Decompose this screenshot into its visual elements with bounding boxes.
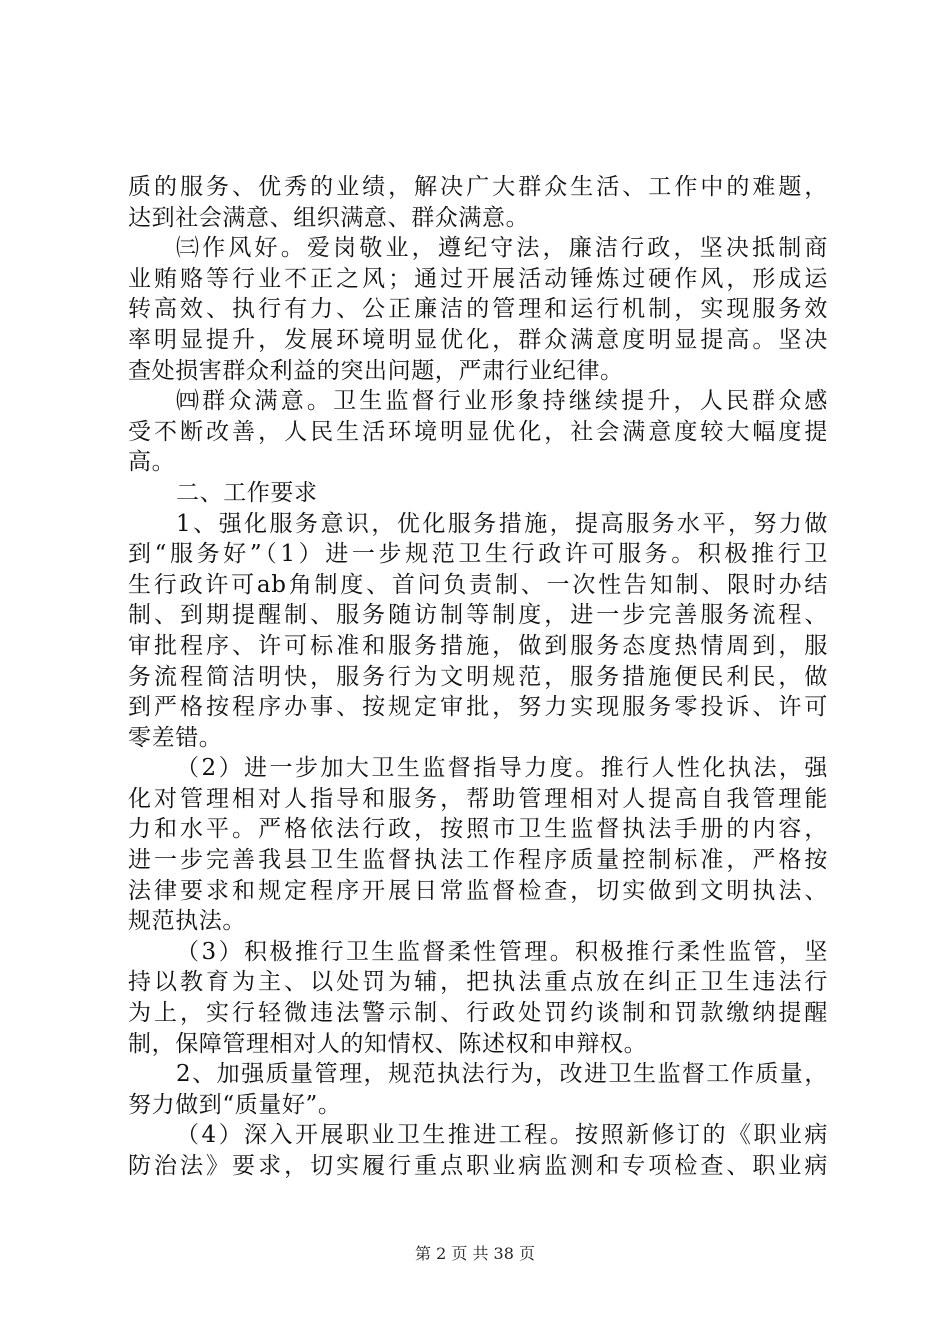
text-line: 率明显提升，发展环境明显优化，群众满意度明显提高。坚决 [128,326,828,353]
text-line: 制、到期提醒制、服务随访制等制度，进一步完善服务流程、 [128,602,828,629]
text-line: 查处损害群众利益的突出问题，严肃行业纪律。 [128,357,624,384]
page-footer: 第 2 页 共 38 页 [415,1244,535,1263]
text-line: 审批程序、许可标准和服务措施，做到服务态度热情周到，服 [128,632,828,659]
text-line: 化对管理相对人指导和服务，帮助管理相对人提高自我管理能 [128,785,828,812]
text-line: 生行政许可ab角制度、首问负责制、一次性告知制、限时办结 [128,571,828,598]
text-line: 防治法》要求，切实履行重点职业病监测和专项检查、职业病 [128,1153,828,1179]
text-line: 到“服务好”（1）进一步规范卫生行政许可服务。积极推行卫 [128,541,828,568]
text-line: ㈣群众满意。卫生监督行业形象持继续提升，人民群众感 [176,388,828,415]
text-line: 质的服务、优秀的业绩，解决广大群众生活、工作中的难题， [128,174,828,200]
text-line: 零差错。 [128,724,223,751]
text-line: 法律要求和规定程序开展日常监督检查，切实做到文明执法、 [128,877,828,904]
text-line: 努力做到“质量好”。 [128,1091,342,1118]
text-line: 持以教育为主、以处罚为辅，把执法重点放在纠正卫生违法行 [128,969,828,996]
text-line: （2）进一步加大卫生监督指导力度。推行人性化执法，强 [176,755,828,782]
text-line: 达到社会满意、组织满意、群众满意。 [128,204,530,231]
text-line: （4）深入开展职业卫生推进工程。按照新修订的《职业病 [176,1122,828,1149]
text-line: 力和水平。严格依法行政，按照市卫生监督执法手册的内容， [128,816,828,843]
text-line: 转高效、执行有力、公正廉洁的管理和运行机制，实现服务效 [128,296,828,323]
text-line: 务流程简洁明快，服务行为文明规范，服务措施便民利民，做 [128,663,828,690]
text-line: 二、工作要求 [176,479,318,506]
text-line: 为上，实行轻微违法警示制、行政处罚约谈制和罚款缴纳提醒 [128,1000,828,1027]
text-line: 规范执法。 [128,908,246,935]
text-line: 制，保障管理相对人的知情权、陈述权和申辩权。 [128,1030,648,1057]
document-body [128,172,828,1182]
text-line: （3）积极推行卫生监督柔性管理。积极推行柔性监管，坚 [176,938,828,965]
text-line: ㈢作风好。爱岗敬业，遵纪守法，廉洁行政，坚决抵制商 [176,235,828,262]
text-line: 2、加强质量管理，规范执法行为，改进卫生监督工作质量， [176,1061,828,1088]
text-line: 高。 [128,449,176,476]
text-line: 进一步完善我县卫生监督执法工作程序质量控制标准，严格按 [128,847,828,874]
text-line: 到严格按程序办事、按规定审批，努力实现服务零投诉、许可 [128,694,828,721]
text-line: 受不断改善，人民生活环境明显优化，社会满意度较大幅度提 [128,418,828,445]
text-line: 1、强化服务意识，优化服务措施，提高服务水平，努力做 [176,510,828,537]
text-line: 业贿赂等行业不正之风；通过开展活动锤炼过硬作风，形成运 [128,265,828,292]
